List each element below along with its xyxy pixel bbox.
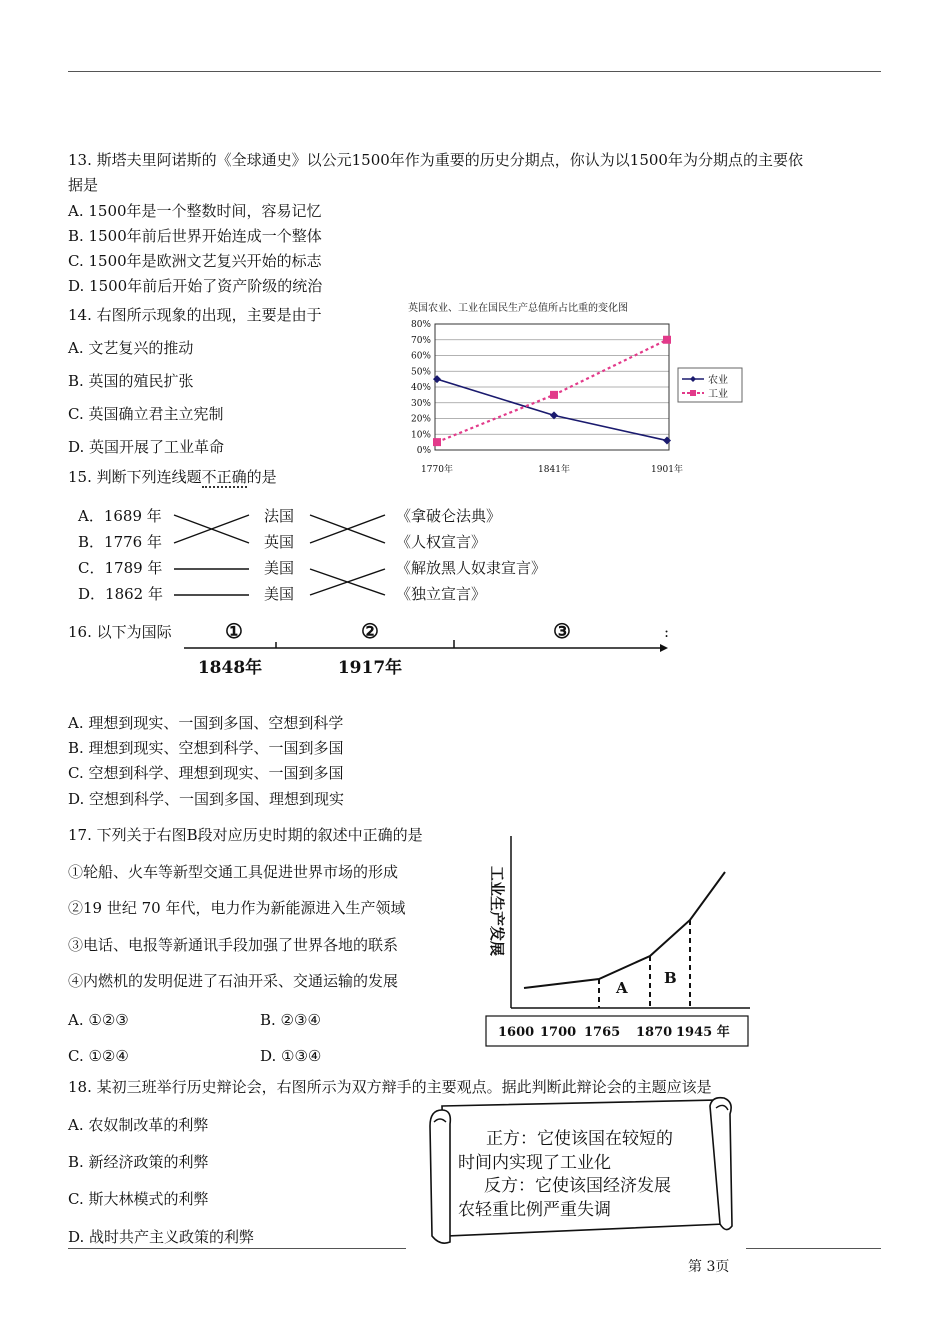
q13-option-d: D. 1500年前后开始了资产阶级的统治: [68, 277, 323, 295]
chart-y-tick: 0%: [416, 446, 431, 456]
q17-item-1: ①轮船、火车等新型交通工具促进世界市场的形成: [68, 863, 399, 881]
timeline-year-1848: 1848年: [197, 658, 263, 678]
timeline-segment-1: ①: [225, 619, 243, 643]
scroll-line-1: 正方：它使该国在较短的: [486, 1129, 673, 1149]
q18-option-d: D. 战时共产主义政策的利弊: [68, 1228, 255, 1246]
q16-stem-tail: :: [664, 623, 670, 641]
scroll-line-4: 农轻重比例严重失调: [458, 1200, 611, 1220]
q14-option-b: B. 英国的殖民扩张: [68, 372, 194, 390]
q17-item-2: ②19 世纪 70 年代，电力作为新能源进入生产领域: [68, 899, 406, 917]
page-number: 第 3页: [688, 1259, 730, 1275]
q17-growth-curve: [524, 872, 725, 988]
q13-stem-line2: 据是: [68, 176, 99, 194]
chart-y-tick: 10%: [410, 430, 431, 441]
chart-y-tick: 60%: [410, 351, 431, 362]
chart-legend-label: 农业: [708, 375, 728, 386]
q18-debate-scroll: [420, 1096, 740, 1248]
q17-year-1765: 1765: [584, 1025, 621, 1040]
q17-ylabel: 工业生产发展: [488, 866, 506, 957]
q15-right-2: 《人权宣言》: [396, 533, 487, 551]
q17-year-1700: 1700: [540, 1025, 577, 1040]
q14-stem: 14. 右图所示现象的出现，主要是由于: [68, 306, 322, 324]
q13-stem-line1: 13. 斯塔夫里阿诺斯的《全球通史》以公元1500年作为重要的历史分期点，你认为以1500年为分期点的主要依: [68, 151, 803, 169]
chart-y-tick: 70%: [410, 335, 431, 346]
timeline-year-1917: 1917年: [337, 658, 403, 678]
chart-y-tick: 20%: [410, 414, 431, 425]
q17-segment-b: B: [664, 969, 677, 987]
chart-y-tick: 50%: [410, 367, 431, 378]
q15-stem-after: 的是: [246, 468, 277, 486]
timeline-segment-3: ③: [553, 619, 571, 643]
q16-option-c: C. 空想到科学、理想到现实、一国到多国: [68, 764, 344, 782]
timeline-segment-2: ②: [361, 619, 379, 643]
scroll-left-roll: [430, 1110, 450, 1243]
q17-year-1870: 1870: [636, 1025, 673, 1040]
q17-option-a: A. ①②③: [68, 1011, 129, 1029]
chart-y-tick: 80%: [410, 320, 431, 330]
q18-stem: 18. 某初三班举行历史辩论会，右图所示为双方辩手的主要观点。据此判断此辩论会的主题应该是: [68, 1078, 712, 1096]
chart-title: 英国农业、工业在国民生产总值所占比重的变化图: [408, 303, 628, 314]
q17-year-1600: 1600: [498, 1025, 535, 1040]
q18-option-a: A. 农奴制改革的利弊: [68, 1116, 209, 1134]
q15-middle-3: 美国: [264, 559, 295, 577]
q16-stem: 16. 以下为国际: [68, 623, 172, 641]
chart-y-tick: 30%: [410, 398, 431, 409]
footer-rule-right: [746, 1248, 881, 1249]
q18-option-c: C. 斯大林模式的利弊: [68, 1190, 209, 1208]
q15-connector-lines: [0, 0, 950, 620]
q15-left-b: B．1776 年: [78, 533, 162, 551]
q17-year-1945: 1945 年: [676, 1025, 730, 1040]
q17-option-d: D. ①③④: [260, 1047, 322, 1065]
q17-segment-a: A: [616, 979, 628, 997]
chart-x-tick: 1901年: [651, 465, 683, 475]
timeline-arrowhead: [660, 644, 668, 652]
q14-option-a: A. 文艺复兴的推动: [68, 339, 194, 357]
q18-option-b: B. 新经济政策的利弊: [68, 1153, 209, 1171]
q15-left-d: D．1862 年: [78, 585, 163, 603]
q15-stem-before: 15. 判断下列连线题: [68, 468, 202, 486]
q15-left-c: C．1789 年: [78, 559, 163, 577]
q15-middle-2: 英国: [264, 533, 295, 551]
q15-stem-emphasis: 不正确: [201, 468, 247, 486]
footer-rule-left: [68, 1248, 406, 1249]
q17-industrial-graph: [480, 830, 755, 1050]
q16-option-b: B. 理想到现实、空想到科学、一国到多国: [68, 739, 344, 757]
q14-option-c: C. 英国确立君主立宪制: [68, 405, 224, 423]
q13-option-a: A. 1500年是一个整数时间，容易记忆: [68, 202, 322, 220]
q16-option-a: A. 理想到现实、一国到多国、空想到科学: [68, 714, 344, 732]
q14-option-d: D. 英国开展了工业革命: [68, 438, 225, 456]
q15-right-4: 《独立宣言》: [396, 585, 487, 603]
q17-item-4: ④内燃机的发明促进了石油开采、交通运输的发展: [68, 972, 399, 990]
scroll-line-3: 反方：它使该国经济发展: [484, 1176, 671, 1196]
q17-option-b: B. ②③④: [260, 1011, 321, 1029]
chart-x-tick: 1770年: [421, 465, 453, 475]
scroll-line-2: 时间内实现了工业化: [458, 1153, 611, 1173]
q15-middle-4: 美国: [264, 585, 295, 603]
chart-y-tick: 40%: [410, 383, 431, 393]
q15-left-a: A．1689 年: [78, 507, 162, 525]
chart-legend-label: 工业: [708, 389, 728, 400]
q15-right-1: 《拿破仑法典》: [396, 507, 502, 525]
q17-option-c: C. ①②④: [68, 1047, 129, 1065]
q13-option-c: C. 1500年是欧洲文艺复兴开始的标志: [68, 252, 322, 270]
q13-option-b: B. 1500年前后世界开始连成一个整体: [68, 227, 322, 245]
q16-timeline: [182, 612, 668, 682]
chart-x-tick: 1841年: [538, 465, 570, 475]
q17-item-3: ③电话、电报等新通讯手段加强了世界各地的联系: [68, 936, 399, 954]
q15-middle-1: 法国: [264, 507, 295, 525]
q15-right-3: 《解放黑人奴隶宣言》: [396, 559, 547, 577]
q17-stem: 17. 下列关于右图B段对应历史时期的叙述中正确的是: [68, 826, 423, 844]
q16-option-d: D. 空想到科学、一国到多国、理想到现实: [68, 790, 345, 808]
